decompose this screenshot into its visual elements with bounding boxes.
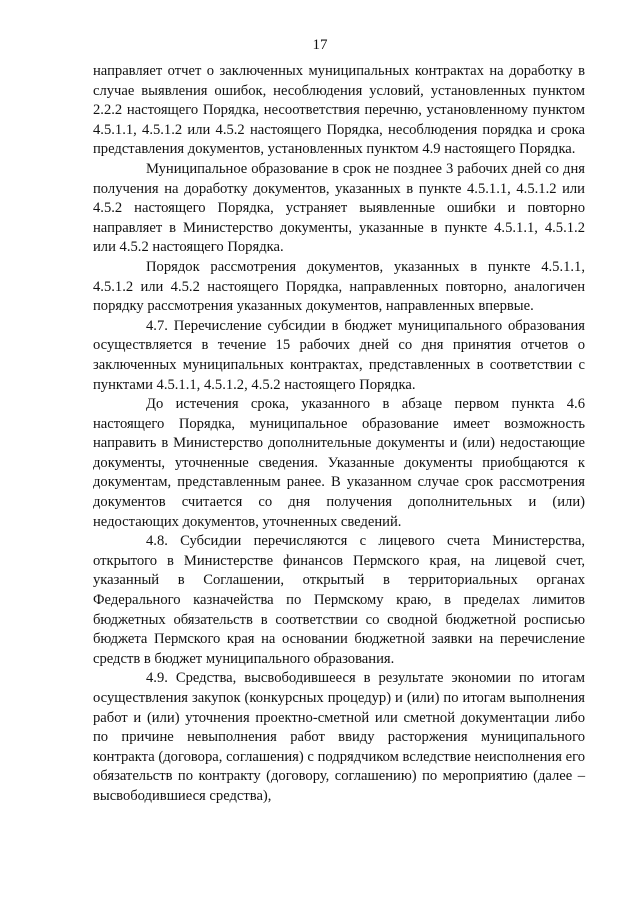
paragraph-review-procedure: Порядок рассмотрения документов, указанных в пункте 4.5.1.1, 4.5.1.2 или 4.5.2 настоящего Порядка, направленных повторно, аналогичен порядку рассмотрения указанных документов, направленных впервые. <box>93 258 585 315</box>
paragraph-additional-documents: До истечения срока, указанного в абзаце первом пункта 4.6 настоящего Порядка, муниципальное образование имеет возможность направить в Министерство дополнительные документы и (или) недостающие документы, уточненные сведения. Указанные документы приобщаются к документам, представленным ранее. В указанном случае срок рассмотрения документов считается со дня получения дополнительных и (или) недостающих документов, уточненных сведений. <box>93 396 585 530</box>
page-number: 17 <box>312 37 328 53</box>
document-body <box>93 62 585 807</box>
paragraph-4-7: 4.7. Перечисление субсидии в бюджет муниципального образования осуществляется в течение 15 рабочих дней со дня принятия отчетов о заключенных муниципальных контрактах, представленных в соответствии с пунктами 4.5.1.1, 4.5.1.2, 4.5.2 настоящего Порядка. <box>93 317 585 393</box>
paragraph-continuation: направляет отчет о заключенных муниципальных контрактах на доработку в случае выявления ошибок, несоблюдения условий, установленных пунктом 2.2.2 настоящего Порядка, несоответствия перечню, установленному пунктом 4.5.1.1, 4.5.1.2 или 4.5.2 настоящего Порядка, несоблюдения порядка и срока представления документов, установленных пунктом 4.9 настоящего Порядка. <box>93 63 585 158</box>
paragraph-revision-deadline: Муниципальное образование в срок не позднее 3 рабочих дней со дня получения на доработку документов, указанных в пункте 4.5.1.1, 4.5.1.2 или 4.5.2 настоящего Порядка, устраняет выявленные ошибки и повторно направляет в Министерство документы, указанные в пункте 4.5.1.1, 4.5.1.2 или 4.5.2 настоящего Порядка. <box>93 160 585 256</box>
paragraph-4-9: 4.9. Средства, высвободившееся в результате экономии по итогам осуществления закупок (конкурсных процедур) и (или) по итогам выполнения работ и (или) уточнения проектно-сметной или сметной документации либо по причине невыполнения работ ввиду расторжения муниципального контракта (договора, соглашения) с подрядчиком вследствие неисполнения его обязательств по контракту (договору, соглашению) по мероприятию (далее – высвободившиеся средства), <box>93 670 585 804</box>
paragraph-4-8: 4.8. Субсидии перечисляются с лицевого счета Министерства, открытого в Министерстве финансов Пермского края, на лицевой счет, указанный в Соглашении, открытый в территориальных органах Федерального казначейства по Пермскому краю, в пределах лимитов бюджетных обязательств в соответствии со сводной бюджетной росписью бюджета Пермского края на основании бюджетной заявки на перечисление средств в бюджет муниципального образования. <box>93 533 585 667</box>
